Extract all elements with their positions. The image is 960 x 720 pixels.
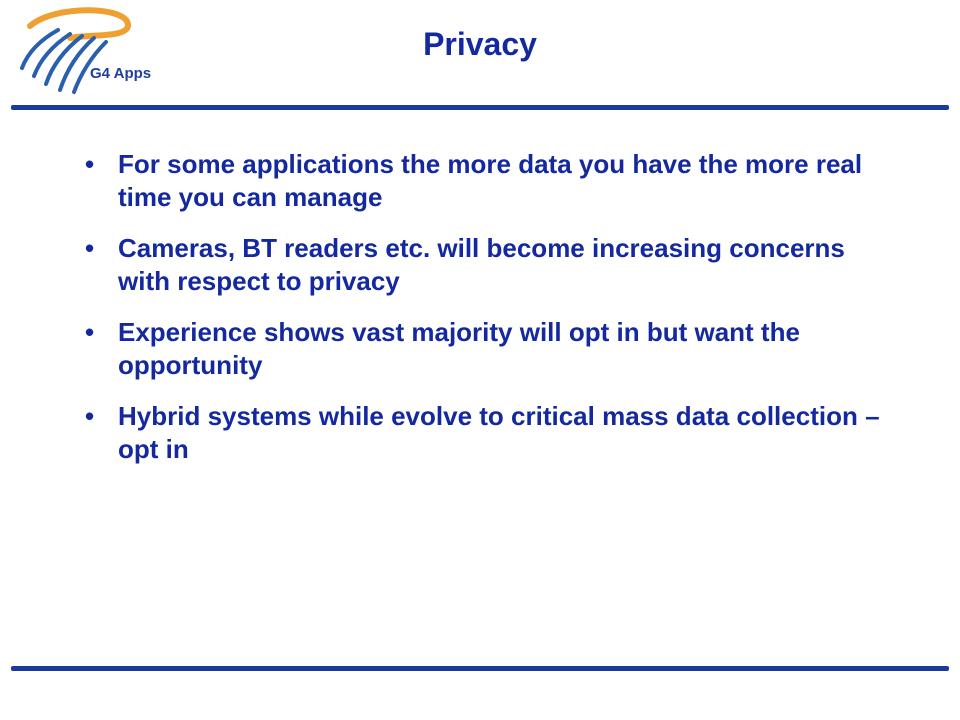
bullet-marker: • <box>85 401 95 431</box>
bullet-marker: • <box>85 233 95 263</box>
bullet-item <box>85 148 885 214</box>
bullet-text: Hybrid systems while evolve to critical mass data collection – opt in <box>118 401 880 464</box>
bullet-text: For some applications the more data you have the more real time you can manage <box>118 149 863 212</box>
bottom-divider <box>11 666 949 671</box>
bullet-text: Experience shows vast majority will opt in but want the opportunity <box>118 317 800 380</box>
bullet-item <box>85 316 885 382</box>
bullet-text: Cameras, BT readers etc. will become increasing concerns with respect to privacy <box>118 233 845 296</box>
slide-title: Privacy <box>423 26 537 62</box>
bullet-marker: • <box>85 317 95 347</box>
bullet-item <box>85 232 885 298</box>
bullet-marker: • <box>85 149 95 179</box>
logo-text: G4 Apps <box>90 65 152 82</box>
top-divider <box>11 105 949 110</box>
bullet-item <box>85 400 885 466</box>
bullet-list <box>85 148 885 484</box>
